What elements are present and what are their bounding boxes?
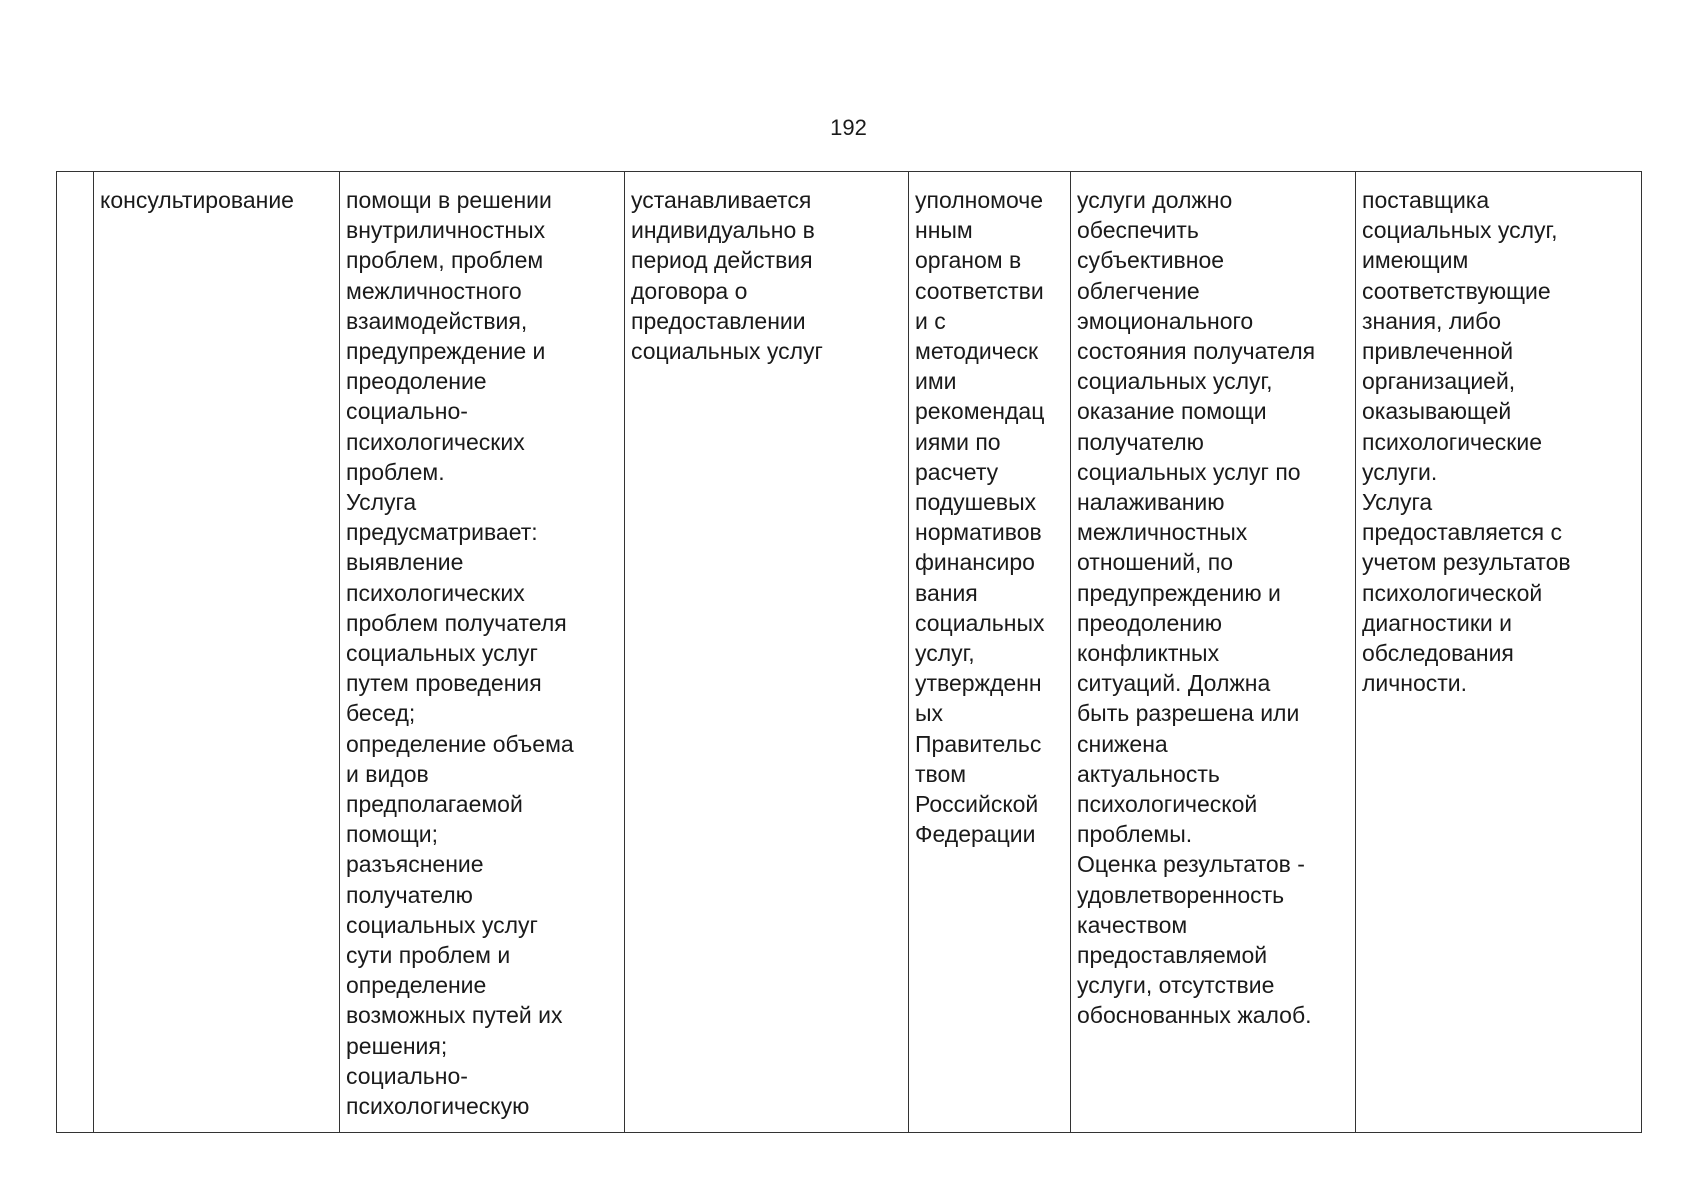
cell-text-line: имеющим [1362,247,1469,274]
cell-text-line: состояния получателя [1077,338,1316,365]
cell-text-line: определение объема [346,730,574,757]
cell-text-line: услуги должно [1077,187,1233,213]
cell-text-line: предупреждению и [1077,579,1281,606]
cell-text-line: подушевых [915,489,1037,516]
cell-text-line: взаимодействия, [346,307,528,334]
cell-text-line: оказание помощи [1077,398,1267,425]
page-number: 192 [830,115,867,140]
cell-text-line: получателю [346,881,473,908]
cell-text-line: договора о [631,277,748,304]
cell-text-line: облегчение [1077,277,1200,304]
cell-text-line: удовлетворенность [1077,881,1285,908]
cell-text-line: поставщика [1362,187,1490,213]
cell-text-line: преодоление [346,368,487,395]
cell-text-line: методическ [915,338,1039,365]
cell-text-line: предусматривает: [346,519,538,546]
cell-text-line: Федерации [915,821,1036,848]
cell-text-line: период действия [631,247,813,274]
cell-text-line: соответствующие [1362,277,1551,304]
cell-text-line: Оценка результатов - [1077,851,1305,878]
cell-text-line: и видов [346,760,429,787]
cell-text-line: диагностики и [1362,609,1512,636]
table-cell-service-conditions [1356,172,1642,1133]
table-cell-service-description [340,172,625,1133]
cell-text-line: устанавливается [631,187,812,213]
cell-text-line: сути проблем и [346,942,511,969]
cell-text-line: субъективное [1077,247,1225,274]
cell-text-line: налаживанию [1077,489,1225,516]
cell-text-line: иями по [915,428,1001,455]
cell-text-line: межличностных [1077,519,1248,546]
cell-text-line: разъяснение [346,851,484,878]
cell-text-line: предоставлении [631,307,806,334]
cell-text-line: проблем получателя [346,609,567,636]
cell-text-line: Услуга [1362,489,1433,516]
cell-text-line: оказывающей [1362,398,1512,425]
cell-text-line: социально- [346,1062,468,1089]
cell-text-line: социальных услуг [346,640,538,667]
cell-text-line: рекомендац [915,398,1045,425]
cell-text-line: предупреждение и [346,338,546,365]
cell-text-line: помощи в решении [346,187,552,213]
table-cell-service-period [625,172,909,1133]
cell-text-line: привлеченной [1362,338,1514,365]
cell-text-line: снижена [1077,730,1168,757]
cell-text-line: услуги, отсутствие [1077,972,1275,999]
cell-text-line: консультирование [100,187,294,213]
cell-text-line: межличностного [346,277,522,304]
cell-text-line: путем проведения [346,670,542,697]
cell-text-line: обследования [1362,640,1514,667]
cell-text-line: психологической [1362,579,1543,606]
table-cell-service-quality [1071,172,1356,1133]
cell-text-line: психологическую [346,1093,530,1120]
cell-text-line: учетом результатов [1362,549,1571,576]
cell-text-line: психологических [346,579,525,606]
cell-text-line: организацией, [1362,368,1516,395]
cell-text-line: социальных услуг [346,911,538,938]
cell-text-line: обеспечить [1077,217,1199,244]
cell-text-line: и с [915,307,946,334]
cell-text-line: знания, либо [1362,307,1502,334]
cell-text-line: социальных услуг [631,338,823,365]
cell-text-line: возможных путей их [346,1002,563,1029]
cell-text-line: преодолению [1077,609,1223,636]
cell-text-line: предполагаемой [346,791,523,818]
cell-text-line: решения; [346,1032,448,1059]
cell-text-line: качеством [1077,911,1188,938]
cell-text-line: органом в [915,247,1022,274]
cell-text-line: психологической [1077,791,1258,818]
cell-text-line: отношений, по [1077,549,1233,576]
cell-text-line: твом [915,760,967,787]
cell-text-line: бесед; [346,700,416,727]
document-table [56,171,1642,1133]
cell-text-line: Правительс [915,730,1042,757]
cell-text-line: выявление [346,549,464,576]
cell-text-line: нормативов [915,519,1042,546]
cell-text-line: проблем, проблем [346,247,544,274]
table-cell-service-cost [909,172,1071,1133]
cell-text-line: быть разрешена или [1077,700,1300,727]
cell-text-line: вания [915,579,978,606]
cell-text-line: психологические [1362,428,1543,455]
cell-text-line: психологических [346,428,525,455]
cell-text-line: Услуга [346,489,417,516]
cell-text-line: ых [915,700,944,727]
cell-text-line: внутриличностных [346,217,546,244]
cell-text-line: услуг, [915,640,975,667]
cell-text-line: ими [915,368,957,395]
cell-text-line: проблемы. [1077,821,1193,848]
cell-text-line: эмоционального [1077,307,1254,334]
cell-text-line: получателю [1077,428,1204,455]
cell-text-line: ситуаций. Должна [1077,670,1271,697]
table-cell-number [57,172,94,1133]
cell-text-line: обоснованных жалоб. [1077,1002,1312,1029]
cell-text-line: социальных услуг, [1077,368,1273,395]
cell-text-line: помощи; [346,821,439,848]
cell-text-line: предоставляемой [1077,942,1268,969]
cell-text-line: уполномоче [915,187,1044,213]
cell-text-line: личности. [1362,670,1468,697]
cell-text-line: предоставляется с [1362,519,1563,546]
cell-text-line: услуги. [1362,458,1438,485]
cell-text-line: социальных [915,609,1045,636]
cell-text-line: расчету [915,458,999,485]
cell-text-line: Российской [915,791,1039,818]
cell-text-line: проблем. [346,458,445,485]
cell-text-line: актуальность [1077,760,1220,787]
cell-text-line: социальных услуг, [1362,217,1558,244]
cell-text-line: утвержденн [915,670,1042,697]
table-row [57,172,1642,1133]
cell-text-line: определение [346,972,487,999]
table-cell-service-name [94,172,340,1133]
cell-text-line: нным [915,217,973,244]
cell-text-line: конфликтных [1077,640,1220,667]
cell-text-line: индивидуально в [631,217,815,244]
cell-text-line: финансиро [915,549,1035,576]
cell-text-line: социально- [346,398,468,425]
cell-text-line: социальных услуг по [1077,458,1301,485]
cell-text-line: соответстви [915,277,1044,304]
